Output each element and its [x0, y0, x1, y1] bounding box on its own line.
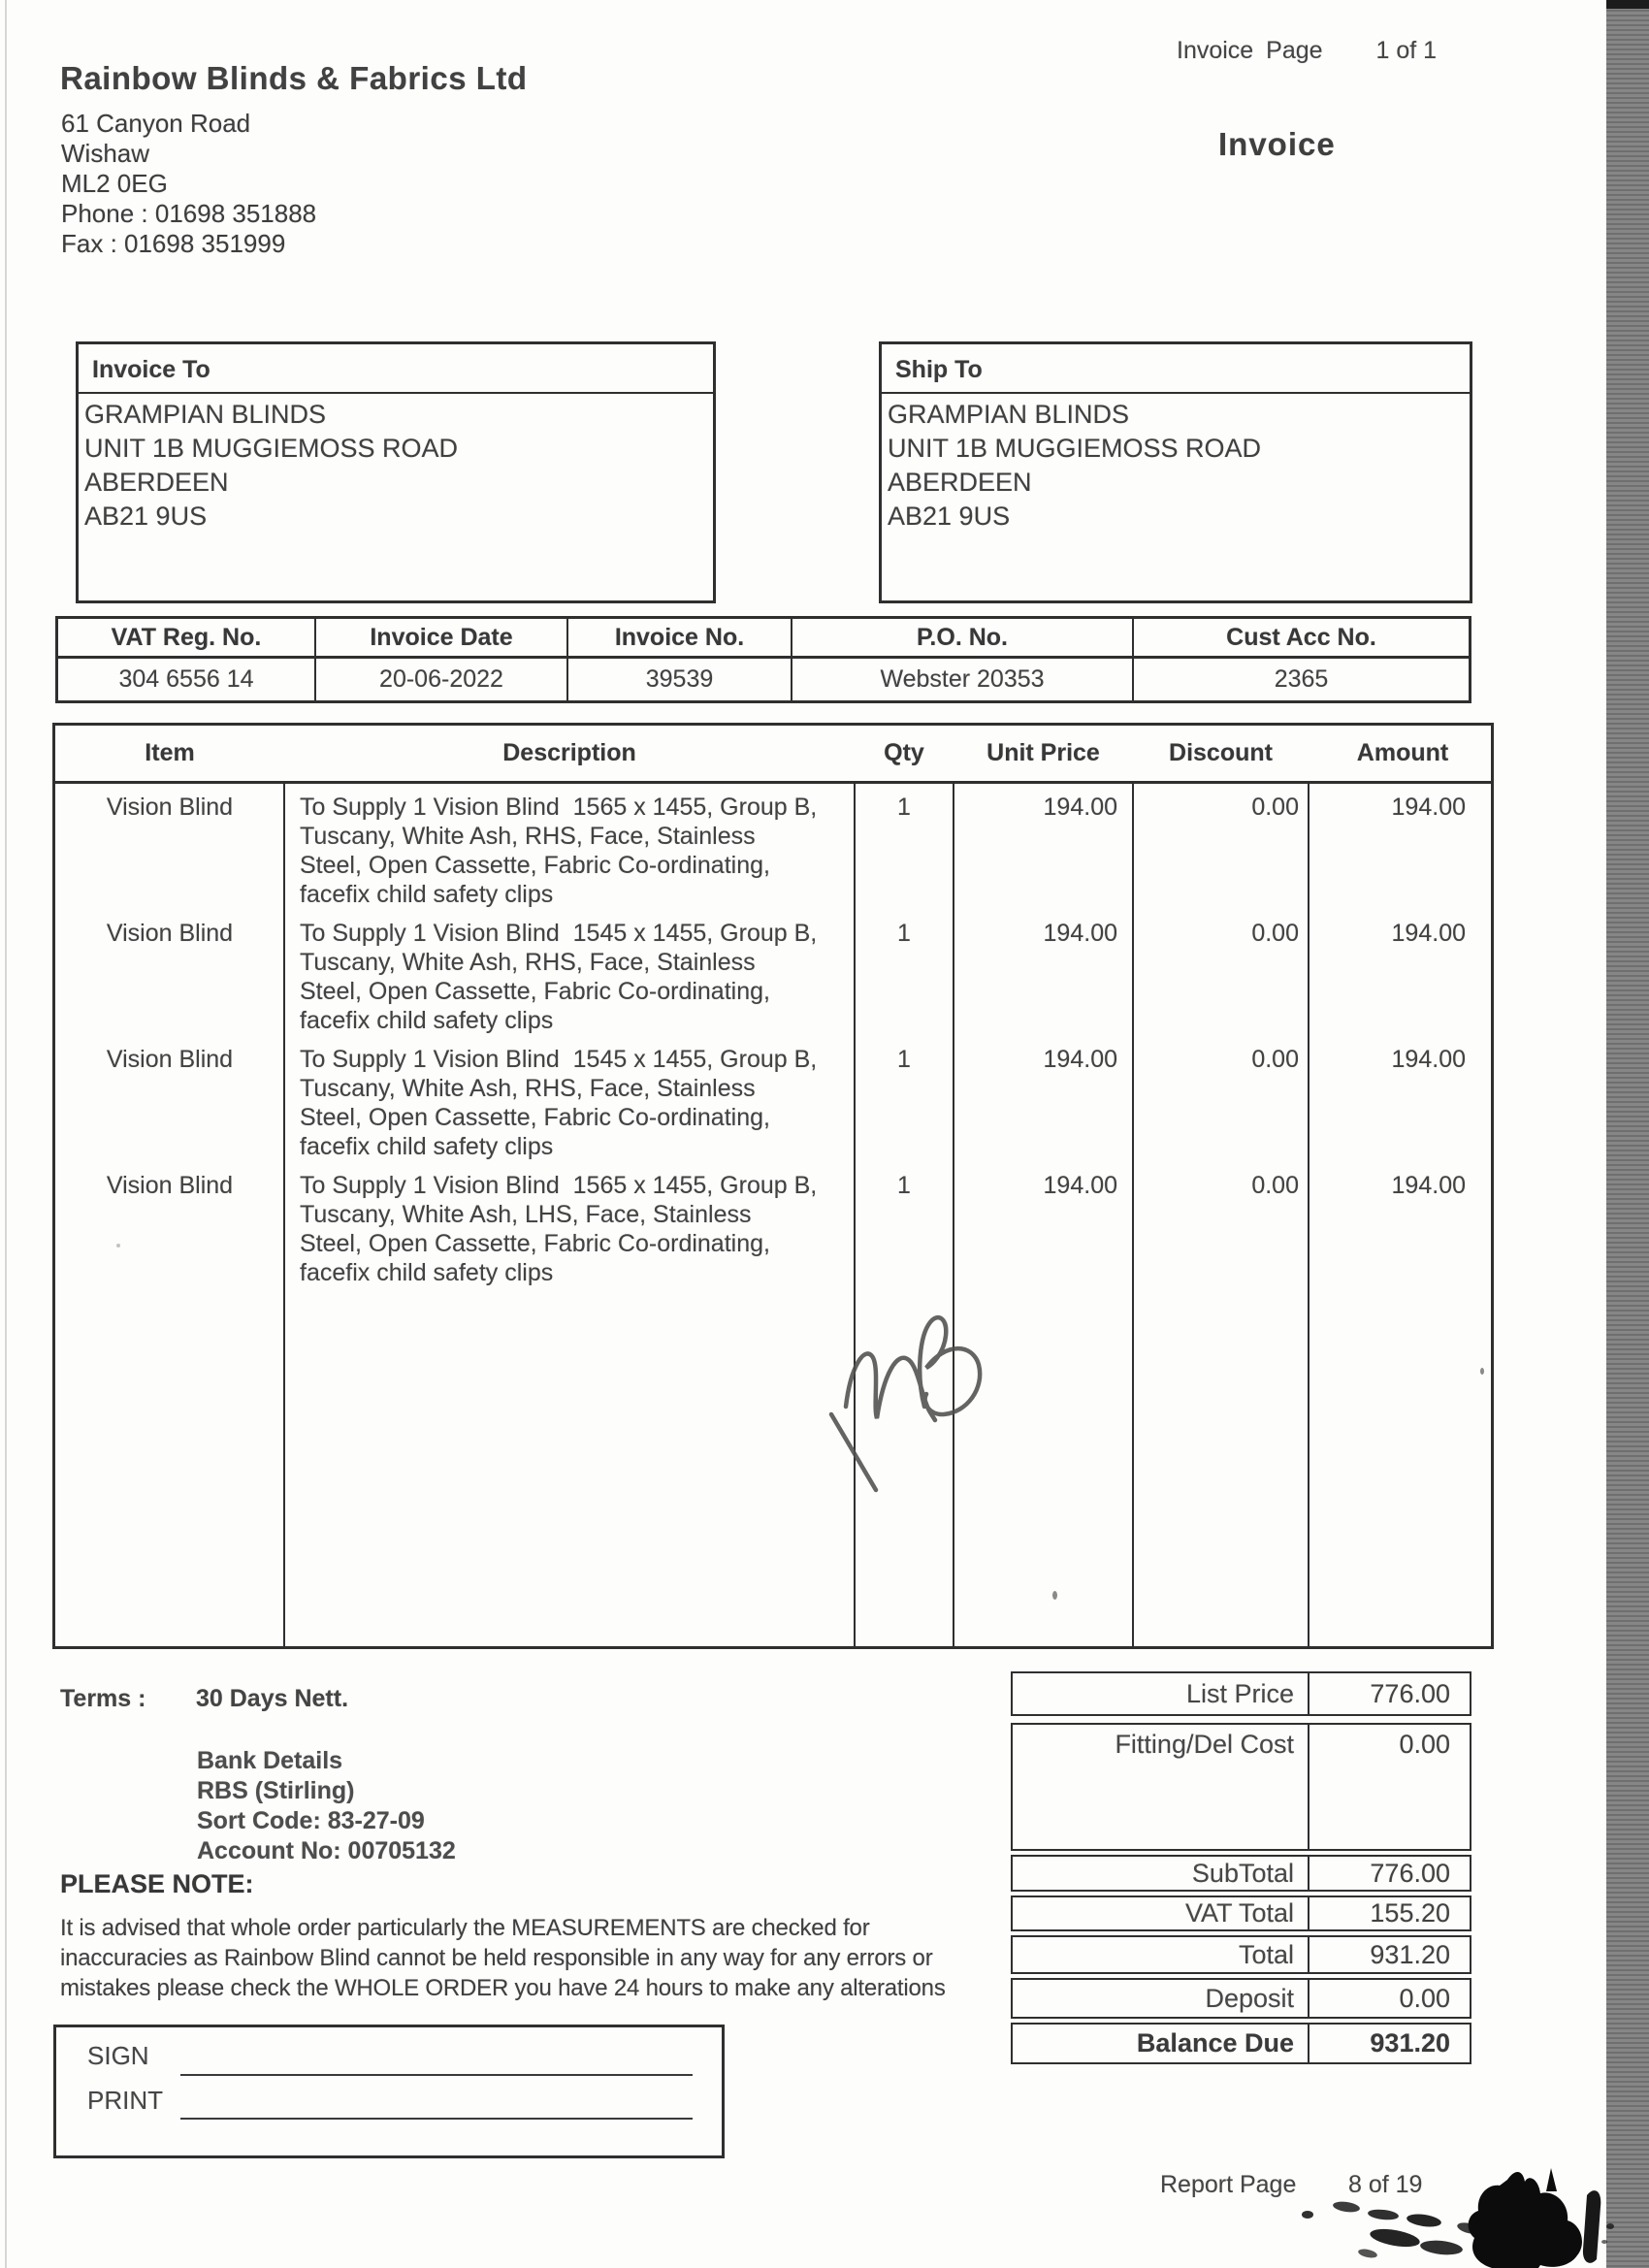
- column-header-unit-price: Unit Price: [986, 739, 1100, 766]
- totals-value: 931.20: [1370, 1939, 1450, 1969]
- qty-cell: 1: [897, 1046, 911, 1073]
- please-note-line: inaccuracies as Rainbow Blind cannot be held responsible in any way for any errors or: [60, 1945, 933, 1971]
- unit-price-cell: 194.00: [1043, 920, 1117, 947]
- invoice-page-value: 1 of 1: [1375, 37, 1438, 64]
- totals-value: 0.00: [1399, 1730, 1450, 1759]
- please-note-line: mistakes please check the WHOLE ORDER you have 24 hours to make any alterations: [60, 1975, 946, 2001]
- totals-label: List Price: [1013, 1673, 1310, 1714]
- info-header-vat-reg: VAT Reg. No.: [58, 619, 316, 659]
- print-label: PRINT: [87, 2086, 163, 2115]
- description-line: Tuscany, White Ash, LHS, Face, Stainless: [300, 1201, 752, 1228]
- company-name: Rainbow Blinds & Fabrics Ltd: [60, 60, 528, 96]
- line-items-body: [55, 784, 1491, 1646]
- invoice-to-line: UNIT 1B MUGGIEMOSS ROAD: [84, 434, 459, 463]
- amount-cell: 194.00: [1391, 920, 1466, 947]
- table-row: [55, 791, 1491, 909]
- totals-value: 155.20: [1370, 1898, 1450, 1928]
- unit-price-cell: 194.00: [1043, 1172, 1117, 1199]
- please-note-line: It is advised that whole order particularly the MEASUREMENTS are checked for: [60, 1915, 870, 1941]
- item-cell: Vision Blind: [106, 920, 234, 947]
- totals-row-deposit: [1011, 1978, 1471, 2019]
- bank-details-line: RBS (Stirling): [197, 1777, 355, 1804]
- info-header-invoice-no: Invoice No.: [568, 619, 792, 659]
- amount-cell: 194.00: [1391, 1172, 1466, 1199]
- terms-value: 30 Days Nett.: [196, 1685, 349, 1712]
- ship-to-address: [882, 394, 1470, 534]
- totals-label: Fitting/Del Cost: [1013, 1725, 1310, 1849]
- totals-row-vat-total: [1011, 1895, 1471, 1931]
- ship-to-line: ABERDEEN: [888, 468, 1032, 497]
- print-line: [180, 2118, 693, 2120]
- please-note-title: PLEASE NOTE:: [60, 1869, 254, 1898]
- totals-value: 776.00: [1370, 1678, 1450, 1708]
- amount-cell: 194.00: [1391, 794, 1466, 821]
- amount-cell: 194.00: [1391, 1046, 1466, 1073]
- report-page-label: Report Page: [1160, 2171, 1297, 2198]
- invoice-to-line: ABERDEEN: [84, 468, 229, 497]
- bank-details-title: Bank Details: [197, 1747, 343, 1774]
- document-title: Invoice: [1218, 126, 1336, 162]
- totals-row-subtotal: [1011, 1855, 1471, 1892]
- company-address-line: Wishaw: [61, 139, 150, 168]
- totals-row-list-price: [1011, 1671, 1471, 1716]
- description-line: Tuscany, White Ash, RHS, Face, Stainless: [300, 949, 756, 976]
- description-line: Steel, Open Cassette, Fabric Co-ordinating,: [300, 852, 770, 879]
- description-line: To Supply 1 Vision Blind 1545 x 1455, Group B,: [300, 1046, 818, 1073]
- line-items-table: [52, 723, 1494, 1649]
- description-line: facefix child safety clips: [300, 1259, 554, 1286]
- table-row: [55, 1169, 1491, 1287]
- item-cell: Vision Blind: [106, 1046, 234, 1073]
- column-header-description: Description: [502, 739, 636, 766]
- ship-to-line: AB21 9US: [888, 502, 1011, 531]
- ship-to-box: [879, 341, 1472, 603]
- description-line: Steel, Open Cassette, Fabric Co-ordinating,: [300, 1104, 770, 1131]
- description-line: To Supply 1 Vision Blind 1545 x 1455, Group B,: [300, 920, 818, 947]
- please-note-body: [60, 1913, 946, 2003]
- totals-label: Total: [1013, 1937, 1310, 1972]
- company-fax: Fax : 01698 351999: [61, 229, 286, 258]
- sign-line: [180, 2074, 693, 2076]
- ship-to-line: GRAMPIAN BLINDS: [888, 400, 1130, 429]
- description-line: facefix child safety clips: [300, 881, 554, 908]
- column-header-discount: Discount: [1169, 739, 1273, 766]
- column-header-amount: Amount: [1356, 739, 1449, 766]
- bank-details-line: Sort Code: 83-27-09: [197, 1807, 425, 1834]
- totals-value: 0.00: [1399, 1983, 1450, 2013]
- company-address-line: 61 Canyon Road: [61, 109, 251, 138]
- invoice-page-line: [1177, 37, 1437, 65]
- bank-details: [197, 1746, 456, 1866]
- totals-value: 776.00: [1370, 1858, 1450, 1888]
- qty-cell: 1: [897, 920, 911, 947]
- info-value-vat-reg: 304 6556 14: [58, 659, 316, 700]
- report-page-value: 8 of 19: [1348, 2171, 1423, 2198]
- totals-row-fitting-del-cost: [1011, 1723, 1471, 1851]
- description-cell: [284, 1043, 855, 1161]
- invoice-info-table: [55, 616, 1471, 703]
- terms-label: Terms :: [60, 1685, 146, 1712]
- bank-details-line: Account No: 00705132: [197, 1837, 456, 1864]
- company-phone: Phone : 01698 351888: [61, 199, 317, 228]
- invoice-page-label: Invoice Page: [1177, 37, 1323, 64]
- discount-cell: 0.00: [1251, 794, 1299, 821]
- info-value-cust-acc: 2365: [1274, 665, 1329, 693]
- totals-row-balance-due: [1011, 2023, 1471, 2064]
- totals-label: VAT Total: [1013, 1897, 1310, 1929]
- invoice-to-label: Invoice To: [79, 344, 713, 394]
- signature-box: [53, 2025, 725, 2158]
- qty-cell: 1: [897, 794, 911, 821]
- qty-cell: 1: [897, 1172, 911, 1199]
- description-cell: [284, 1169, 855, 1287]
- unit-price-cell: 194.00: [1043, 1046, 1117, 1073]
- item-cell: Vision Blind: [106, 794, 234, 821]
- discount-cell: 0.00: [1251, 1046, 1299, 1073]
- column-header-qty: Qty: [884, 739, 924, 766]
- description-line: Tuscany, White Ash, RHS, Face, Stainless: [300, 1075, 756, 1102]
- invoice-to-address: [79, 394, 713, 534]
- info-header-po-no: P.O. No.: [792, 619, 1134, 659]
- table-row: [55, 917, 1491, 1035]
- totals-label: Balance Due: [1013, 2025, 1310, 2062]
- description-line: To Supply 1 Vision Blind 1565 x 1455, Group B,: [300, 1172, 818, 1199]
- description-line: facefix child safety clips: [300, 1007, 554, 1034]
- column-header-item: Item: [145, 739, 195, 766]
- totals-value: 931.20: [1370, 2028, 1450, 2057]
- description-cell: [284, 917, 855, 1035]
- line-items-header-row: [55, 726, 1491, 784]
- description-line: Steel, Open Cassette, Fabric Co-ordinating,: [300, 978, 770, 1005]
- invoice-to-line: AB21 9US: [84, 502, 208, 531]
- handwritten-initials-mb: [820, 1310, 989, 1499]
- discount-cell: 0.00: [1251, 1172, 1299, 1199]
- scanner-left-edge-line: [5, 0, 7, 2268]
- unit-price-cell: 194.00: [1043, 794, 1117, 821]
- description-line: facefix child safety clips: [300, 1133, 554, 1160]
- scanner-edge-band: [1606, 0, 1649, 2268]
- totals-label: SubTotal: [1013, 1857, 1310, 1890]
- description-line: To Supply 1 Vision Blind 1565 x 1455, Group B,: [300, 794, 818, 821]
- description-cell: [284, 791, 855, 909]
- sign-label: SIGN: [87, 2041, 149, 2070]
- description-line: Steel, Open Cassette, Fabric Co-ordinating,: [300, 1230, 770, 1257]
- totals-row-total: [1011, 1935, 1471, 1974]
- discount-cell: 0.00: [1251, 920, 1299, 947]
- ship-to-label: Ship To: [882, 344, 1470, 394]
- ink-smudge: [1278, 2166, 1618, 2268]
- invoice-to-box: [76, 341, 716, 603]
- info-value-invoice-date: 20-06-2022: [316, 659, 568, 700]
- description-line: Tuscany, White Ash, RHS, Face, Stainless: [300, 823, 756, 850]
- totals-label: Deposit: [1013, 1980, 1310, 2017]
- company-address: [61, 109, 316, 259]
- item-cell: Vision Blind: [106, 1172, 234, 1199]
- table-row: [55, 1043, 1491, 1161]
- invoice-to-line: GRAMPIAN BLINDS: [84, 400, 327, 429]
- info-header-cust-acc: Cust Acc No.: [1134, 619, 1469, 659]
- info-header-invoice-date: Invoice Date: [316, 619, 568, 659]
- info-value-invoice-no: 39539: [568, 659, 792, 700]
- ship-to-line: UNIT 1B MUGGIEMOSS ROAD: [888, 434, 1262, 463]
- company-address-line: ML2 0EG: [61, 169, 168, 198]
- info-value-po-no: Webster 20353: [792, 659, 1134, 700]
